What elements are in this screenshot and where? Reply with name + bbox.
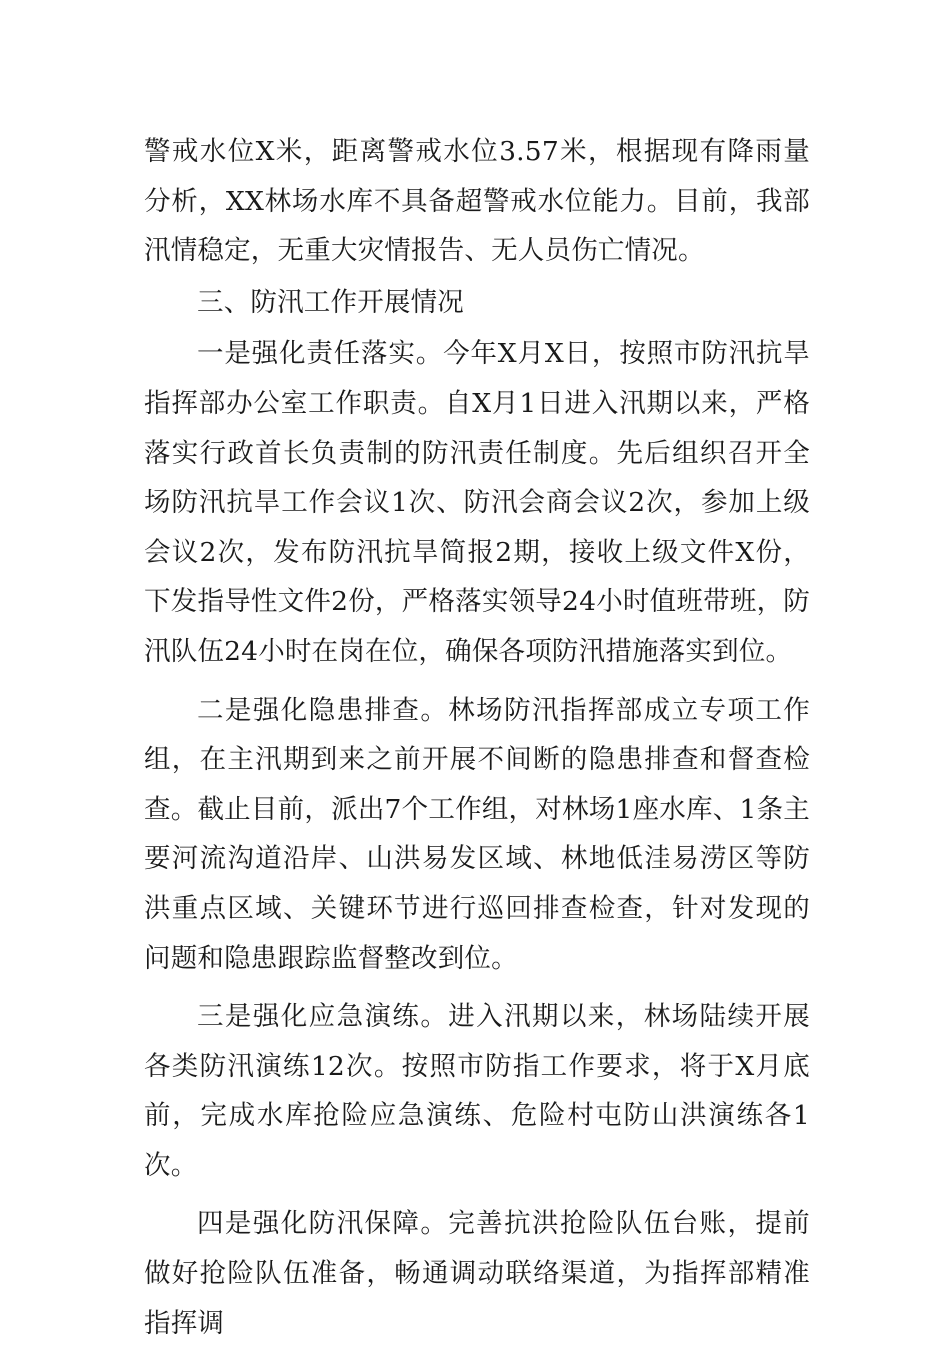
paragraph-emergency-drill: 三是强化应急演练。进入汛期以来，林场陆续开展各类防汛演练12次。按照市防指工作要求，将于X月底前，完成水库抢险应急演练、危险村屯防山洪演练各1次。 xyxy=(144,1001,810,1181)
document-body xyxy=(144,127,810,1348)
section-heading-flood-work: 三、防汛工作开展情况 xyxy=(197,286,464,318)
paragraph-responsibility: 一是强化责任落实。今年X月X日，按照市防汛抗旱指挥部办公室工作职责。自X月1日进入汛期以来，严格落实行政首长负责制的防汛责任制度。先后组织召开全场防汛抗旱工作会议1次、防汛会商会议2次，参加上级会议2次，发布防汛抗旱简报2期，接收上级文件X份，下发指导性文件2份，严格落实领导24小时值班带班，防汛队伍24小时在岗在位，确保各项防汛措施落实到位。 xyxy=(144,338,810,667)
paragraph-flood-support: 四是强化防汛保障。完善抗洪抢险队伍台账，提前做好抢险队伍准备，畅通调动联络渠道，为指挥部精准指挥调 xyxy=(144,1208,810,1339)
paragraph-hazard-inspection: 二是强化隐患排查。林场防汛指挥部成立专项工作组，在主汛期到来之前开展不间断的隐患排查和督查检查。截止目前，派出7个工作组，对林场1座水库、1条主要河流沟道沿岸、山洪易发区域、林地低洼易涝区等防洪重点区域、关键环节进行巡回排查检查，针对发现的问题和隐患跟踪监督整改到位。 xyxy=(144,694,810,974)
paragraph-flood-status: 警戒水位X米，距离警戒水位3.57米，根据现有降雨量分析，XX林场水库不具备超警戒水位能力。目前，我部汛情稳定，无重大灾情报告、无人员伤亡情况。 xyxy=(144,136,810,267)
